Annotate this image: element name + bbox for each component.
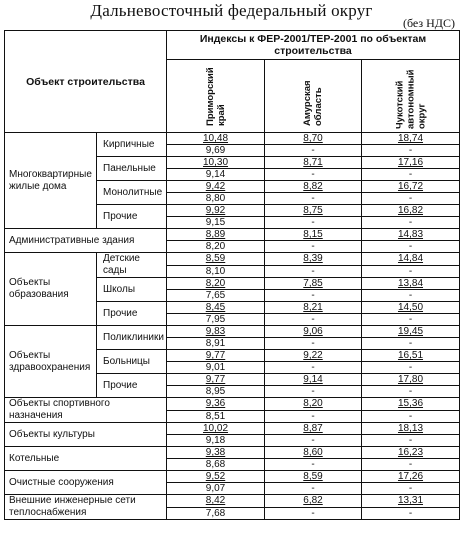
index-value-previous: - [362,483,460,495]
index-value-previous: - [362,265,460,278]
index-value-current: 17,26 [397,471,424,482]
index-value-current: 8,87 [303,423,323,434]
index-value-current: 8,45 [205,302,226,313]
index-value-previous: 9,01 [167,362,265,374]
index-value-current: 8,21 [303,302,323,313]
index-value-current: 8,20 [205,278,226,289]
row-sub-label: Больницы [97,350,167,374]
index-value-previous: 8,80 [167,193,265,205]
index-value-previous: - [362,362,460,374]
index-value-previous: 8,68 [167,459,265,471]
row-sub-label: Поликлиники [97,326,167,350]
index-value-current: 9,38 [205,447,226,458]
index-value-current: 8,59 [303,471,323,482]
index-value-current: 9,83 [205,326,226,337]
indices-header: Индексы к ФЕР-2001/ТЕР-2001 по объектам строительства [167,31,460,60]
index-value-previous: - [265,314,362,326]
index-value-current: 16,82 [397,205,424,216]
row-sub-label: Кирпичные [97,133,167,157]
index-value-previous: - [265,459,362,471]
region-amur: Амурская область [302,80,324,126]
index-value-current: 16,23 [397,447,424,458]
index-value-current: 10,30 [202,157,229,168]
table-row [5,423,460,435]
row-sub-label: Прочие [97,302,167,326]
index-value-current: 8,70 [303,133,323,144]
index-value-current: 7,85 [303,278,323,289]
table-row [5,229,460,241]
table-row [5,471,460,483]
index-value-previous: 9,07 [167,483,265,495]
index-value-previous: 8,10 [167,265,265,278]
index-value-current: 8,71 [303,157,323,168]
index-value-previous: - [362,507,460,520]
index-value-current: 17,80 [397,374,424,385]
index-value-current: 14,50 [397,302,424,313]
index-value-previous: 7,68 [167,507,265,520]
index-value-current: 6,82 [303,495,323,507]
row-group-label: Административные здания [5,229,167,253]
index-value-previous: - [362,338,460,350]
table-row [5,447,460,459]
index-value-current: 9,36 [205,398,226,410]
index-value-current: 13,31 [397,495,424,507]
index-value-current: 8,39 [303,253,323,265]
index-value-previous: - [362,145,460,157]
index-value-previous: - [265,169,362,181]
index-value-previous: - [265,435,362,447]
index-value-current: 10,02 [202,423,229,434]
index-value-current: 8,82 [303,181,323,192]
row-group-label: Многоквартирные жилые дома [5,133,97,229]
index-value-current: 8,60 [303,447,323,458]
table-row [5,326,460,338]
index-value-current: 18,74 [397,133,424,144]
index-value-previous: 7,65 [167,290,265,302]
index-value-current: 16,51 [397,350,424,361]
index-value-previous: - [362,410,460,423]
index-value-previous: 9,15 [167,217,265,229]
index-value-current: 17,16 [397,157,424,168]
index-value-current: 9,06 [303,326,323,337]
index-value-previous: 7,95 [167,314,265,326]
row-sub-label: Прочие [97,374,167,398]
index-value-current: 9,22 [303,350,323,361]
row-sub-label: Школы [97,278,167,302]
index-value-previous: 8,91 [167,338,265,350]
object-header: Объект строительства [5,31,167,133]
index-value-current: 16,72 [397,181,424,192]
row-group-label: Объекты культуры [5,423,167,447]
row-group-label: Внешние инженерные сети теплоснабжения [5,495,167,520]
index-value-previous: - [265,507,362,520]
index-value-previous: - [362,169,460,181]
index-value-current: 9,77 [205,350,226,361]
index-value-previous: - [362,314,460,326]
index-value-current: 9,92 [205,205,226,216]
index-value-previous: - [265,338,362,350]
row-sub-label: Прочие [97,205,167,229]
vat-note: (без НДС) [402,16,455,30]
index-value-current: 15,36 [397,398,424,410]
index-value-current: 8,89 [205,229,226,240]
row-group-label: Объекты образования [5,253,97,326]
region-primorsky: Приморский край [204,67,227,126]
indices-table [4,30,460,520]
table-row [5,253,460,266]
index-value-previous: - [265,410,362,423]
index-value-current: 8,59 [205,253,226,265]
row-sub-label: Монолитные [97,181,167,205]
table-row [5,398,460,411]
index-value-previous: - [362,193,460,205]
index-value-current: 10,48 [202,133,229,144]
row-group-label: Объекты здравоохранения [5,326,97,398]
row-group-label: Котельные [5,447,167,471]
index-value-previous: - [265,217,362,229]
index-value-previous: 9,14 [167,169,265,181]
index-value-previous: - [362,217,460,229]
region-chukotka: Чукотский автономный округ [394,69,427,129]
row-group-label: Очистные сооружения [5,471,167,495]
table-row [5,133,460,145]
index-value-previous: 8,20 [167,241,265,253]
index-value-previous: - [265,386,362,398]
row-group-label: Объекты спортивного назначения [5,398,167,423]
index-value-previous: - [362,435,460,447]
index-value-current: 9,14 [303,374,323,385]
page-title: Дальневосточный федеральный округ [90,1,373,20]
index-value-current: 8,42 [205,495,226,507]
index-value-current: 8,15 [303,229,323,240]
index-value-current: 14,83 [397,229,424,240]
index-value-previous: - [265,483,362,495]
index-value-previous: - [265,193,362,205]
index-value-current: 9,52 [205,471,226,482]
index-value-previous: - [362,241,460,253]
index-value-current: 14,84 [397,253,424,265]
index-value-previous: 9,18 [167,435,265,447]
index-value-current: 18,13 [397,423,424,434]
index-value-current: 9,42 [205,181,226,192]
index-value-current: 9,77 [205,374,226,385]
row-sub-label: Детские сады [97,253,167,278]
index-value-previous: - [362,290,460,302]
index-value-previous: - [265,145,362,157]
index-value-previous: 8,51 [167,410,265,423]
table-row [5,495,460,508]
index-value-previous: - [362,386,460,398]
index-value-current: 13,84 [397,278,424,289]
row-sub-label: Панельные [97,157,167,181]
index-value-previous: - [265,265,362,278]
index-value-previous: 9,69 [167,145,265,157]
index-value-current: 19,45 [397,326,424,337]
index-value-previous: - [265,362,362,374]
index-value-current: 8,75 [303,205,323,216]
index-value-current: 8,20 [303,398,323,410]
index-value-previous: - [265,290,362,302]
index-value-previous: - [265,241,362,253]
index-value-previous: 8,95 [167,386,265,398]
index-value-previous: - [362,459,460,471]
